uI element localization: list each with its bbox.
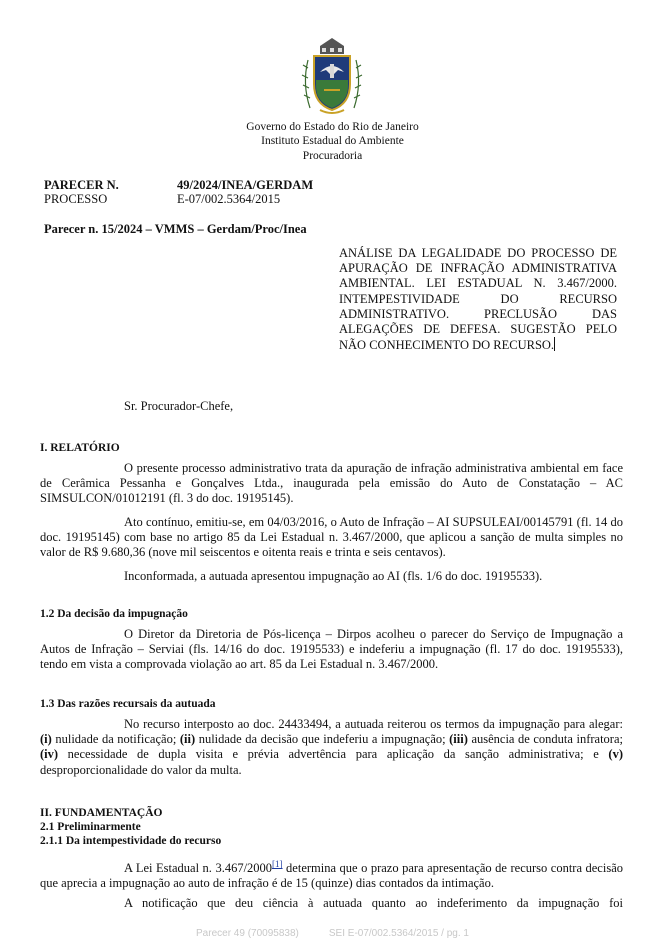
section-heading-fundamentacao: II. FUNDAMENTAÇÃO: [40, 807, 163, 819]
parecer-label: PARECER N.: [44, 178, 119, 192]
footnote-link-1[interactable]: [1]: [272, 859, 283, 869]
agency-line-3: Procuradoria: [302, 150, 363, 162]
ementa-text: ANÁLISE DA LEGALIDADE DO PROCESSO DE APURAÇÃO DE INFRAÇÃO ADMINISTRATIVA AMBIENTAL. LEI ESTADUAL N. 3.467/2000. INTEMPESTIVIDADE DO RECURSO ADMINISTRATIVO. PRECLUSÃO DAS ALEGAÇÕES DE DEFESA. SUGESTÃO PELO: [339, 246, 617, 337]
processo-value: E-07/002.5364/2015: [177, 192, 281, 206]
ementa-block: [339, 246, 617, 353]
agency-line-2: Instituto Estadual do Ambiente: [261, 135, 404, 147]
page-footer: [0, 928, 665, 939]
section-heading-razoes: 1.3 Das razões recursais da autuada: [40, 698, 216, 710]
footer-doc-id: Parecer 49 (70095838): [196, 928, 299, 939]
parecer-number-row: [44, 178, 313, 193]
paragraph-fundamentacao-2: A notificação que deu ciência à autuada quanto ao indeferimento da impugnação foi: [124, 896, 623, 910]
paragraph-fundamentacao-1: A Lei Estadual n. 3.467/2000[1] determina que o prazo para apresentação de recurso contra decisão que aprecia a impugnação ao auto de infração é de 15 (quinze) dias contados da intimação.: [40, 859, 623, 891]
text-cursor: [554, 337, 555, 351]
processo-row: [44, 192, 280, 207]
parecer-value: 49/2024/INEA/GERDAM: [177, 178, 314, 192]
subheading-intempestividade: 2.1.1 Da intempestividade do recurso: [40, 835, 222, 847]
paragraph-relatorio-2: Ato contínuo, emitiu-se, em 04/03/2016, o Auto de Infração – AI SUPSULEAI/00145791 (fl. 14 do doc. 19195145) com base no artigo 85 da Lei Estadual n. 3.467/2000, que aplicou a sanção de multa simples no valor de R$ 9.680,36 (nove mil seiscentos e oitenta reais e trinta e seis centavos).: [40, 515, 623, 560]
agency-line-1: Governo do Estado do Rio de Janeiro: [246, 121, 419, 133]
paragraph-relatorio-3: Inconformada, a autuada apresentou impugnação ao AI (fls. 1/6 do doc. 19195533).: [124, 569, 543, 583]
footer-process-page: SEI E-07/002.5364/2015 / pg. 1: [328, 928, 469, 939]
paragraph-razoes: No recurso interposto ao doc. 24433494, a autuada reiterou os termos da impugnação para alegar: (i) nulidade da notificação; (ii) nulidade da decisão que indeferiu a impugnação; (iii) ausência de conduta infratora; (iv) necessidade de dupla visita e prévia advertência para aplicação da sanção administrativa; e (v) desproporcionalidade do valor da multa.: [40, 717, 623, 777]
ementa-last-line: NÃO CONHECIMENTO DO RECURSO.: [339, 338, 555, 353]
parecer-reference: Parecer n. 15/2024 – VMMS – Gerdam/Proc/Inea: [44, 222, 307, 236]
subheading-preliminarmente: 2.1 Preliminarmente: [40, 821, 141, 833]
paragraph-decisao-1: O Diretor da Diretoria de Pós-licença – Dirpos acolheu o parecer do Serviço de Impugnação a Autos de Infração – Serviai (fls. 14/16 do doc. 19195533) e indeferiu a impugnação (fl. 17 do doc. 19195533), tendo em vista a comprovada violação ao art. 85 da Lei Estadual n. 3.467/2000.: [40, 627, 623, 672]
section-heading-relatorio: I. RELATÓRIO: [40, 442, 120, 454]
coat-of-arms-emblem: [300, 34, 364, 116]
processo-label: PROCESSO: [44, 192, 108, 206]
paragraph-relatorio-1: O presente processo administrativo trata da apuração de infração administrativa ambiental em face de Cerâmica Pessanha e Gonçalves Ltda., inaugurada pela emissão do Auto de Constatação – AC SIMSULCON/01012191 (fl. 3 do doc. 19195145).: [40, 461, 623, 506]
section-heading-decisao: 1.2 Da decisão da impugnação: [40, 608, 188, 620]
greeting: Sr. Procurador-Chefe,: [124, 399, 234, 413]
